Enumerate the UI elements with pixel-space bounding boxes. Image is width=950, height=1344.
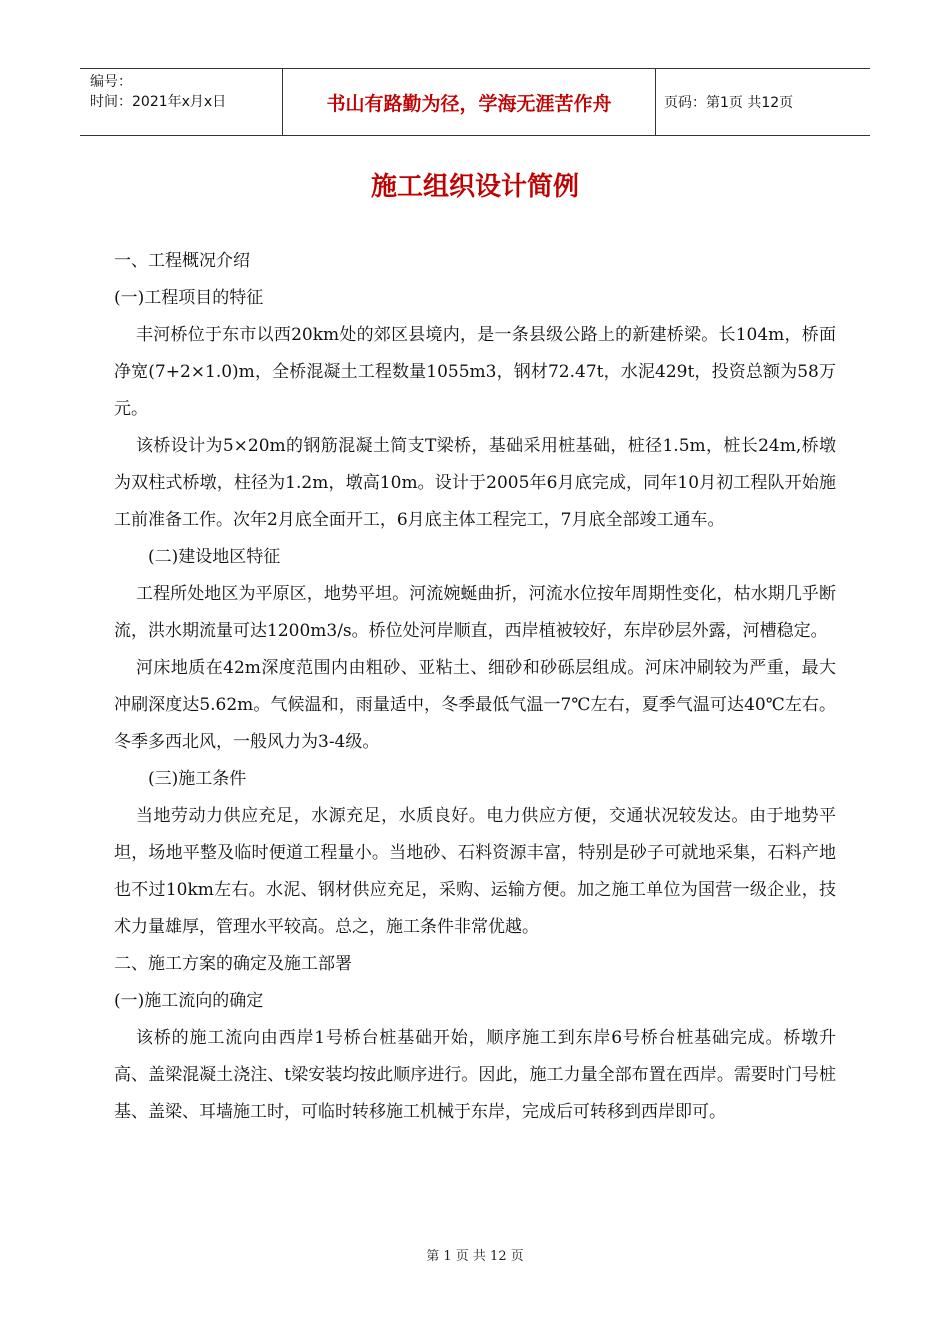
- subsection-heading: (一)工程项目的特征: [114, 288, 264, 308]
- header-meta-cell: [80, 69, 283, 135]
- page-footer: 第 1 页 共 12 页: [426, 1249, 524, 1264]
- section-heading: 一、工程概况介绍: [114, 251, 250, 271]
- subsection-heading: (二)建设地区特征: [148, 547, 281, 567]
- body-paragraph: 该桥的施工流向由西岸1号桥台桩基础开始，顺序施工到东岸6号桥台桩基础完成。桥墩升高、盖梁混凝土浇注、t梁安装均按此顺序进行。因此，施工力量全部布置在西岸。需要时门号桩基、盖梁、耳墙施工时，可临时转移施工机械于东岸，完成后可转移到西岸即可。: [114, 1028, 836, 1122]
- time-label: 时间：2021年x月x日: [90, 94, 227, 110]
- page-info-text: 页码：第1页 共12页: [664, 95, 794, 111]
- number-label: 编号：: [90, 74, 132, 90]
- body-paragraph: 工程所处地区为平原区，地势平坦。河流婉蜒曲折，河流水位按年周期性变化，枯水期几乎断流，洪水期流量可达1200m3/s。桥位处河岸顺直，西岸植被较好，东岸砂层外露，河槽稳定。: [114, 584, 836, 641]
- subsection-heading: (一)施工流向的确定: [114, 991, 264, 1011]
- section-heading: 二、施工方案的确定及施工部署: [114, 954, 352, 974]
- document-title: 施工组织设计简例: [370, 172, 579, 202]
- motto-text: 书山有路勤为径，学海无涯苦作舟: [326, 92, 612, 115]
- header-table: [80, 68, 870, 136]
- page-info-cell: [656, 69, 870, 135]
- subsection-heading: (三)施工条件: [148, 769, 247, 789]
- body-paragraph: 该桥设计为5×20m的钢筋混凝土简支T梁桥，基础采用桩基础，桩径1.5m，桩长24m,桥墩为双柱式桥墩，柱径为1.2m，墩高10m。设计于2005年6月底完成，同年10月初工程队开始施工前准备工作。次年2月底全面开工，6月底主体工程完工，7月底全部竣工通车。: [114, 436, 836, 530]
- document-body: [114, 243, 836, 1131]
- body-paragraph: 丰河桥位于东市以西20km处的郊区县境内，是一条县级公路上的新建桥梁。长104m，桥面净宽(7+2×1.0)m，全桥混凝土工程数量1055m3，钢材72.47t，水泥429t，投资总额为58万元。: [114, 325, 836, 419]
- body-paragraph: 当地劳动力供应充足，水源充足，水质良好。电力供应方便，交通状况较发达。由于地势平坦，场地平整及临时便道工程量小。当地砂、石料资源丰富，特别是砂子可就地采集，石料产地也不过10km左右。水泥、钢材供应充足，采购、运输方便。加之施工单位为国营一级企业，技术力量雄厚，管理水平较高。总之，施工条件非常优越。: [114, 806, 836, 937]
- motto-cell: [283, 69, 656, 135]
- body-paragraph: 河床地质在42m深度范围内由粗砂、亚粘土、细砂和砂砾层组成。河床冲刷较为严重，最大冲刷深度达5.62m。气候温和，雨量适中，冬季最低气温一7℃左右，夏季气温可达40℃左右。冬季多西北风，一般风力为3-4级。: [114, 658, 836, 752]
